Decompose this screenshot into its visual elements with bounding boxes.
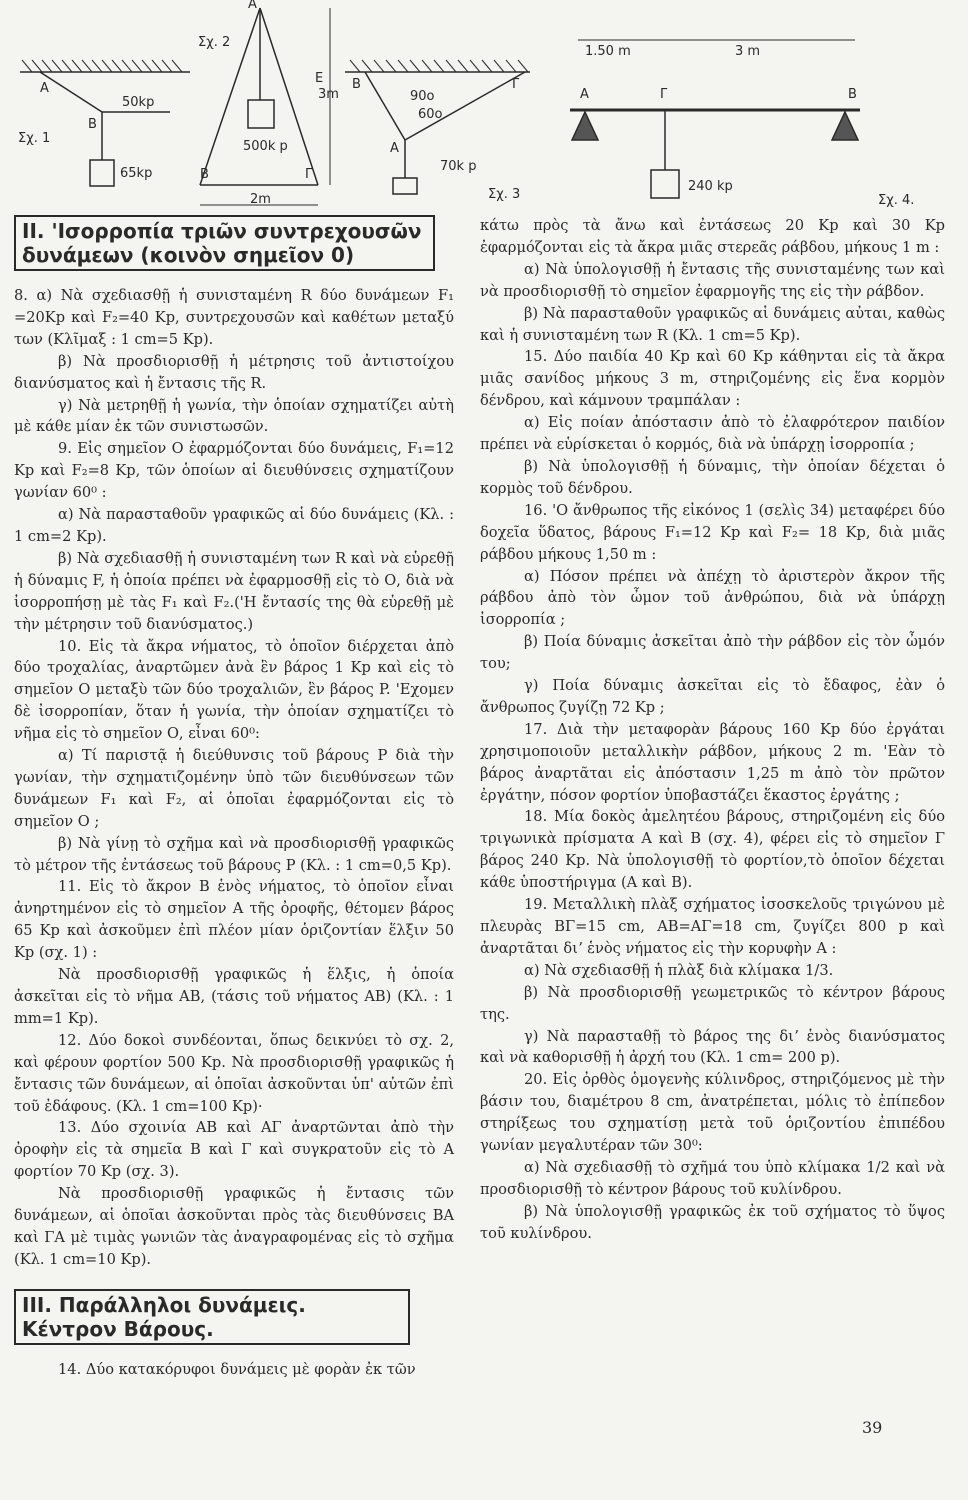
- fig3-label-b: B: [352, 77, 361, 92]
- paragraph: 14. Δύο κατακόρυφοι δυνάμεις μὲ φορὰν ἐκ τῶν: [58, 1360, 416, 1378]
- fig2-weight: 500k p: [243, 139, 288, 154]
- paragraph: 18. Μία δοκὸς ἀμελητέου βάρους, στηριζομένη εἰς δύο τριγωνικὰ πρίσματα Α καὶ Β (σχ. 4), φέρει εἰς τὸ σημεῖον Γ βάρος 240 Kp. Νὰ ὑπολογισθῇ τὸ φορτίον,τὸ ὁποῖον δέχεται κάθε ὑποστήριγμα (Α καὶ Β).: [480, 808, 945, 892]
- paragraph: 9. Εἰς σημεῖον Ο ἐφαρμόζονται δύο δυνάμεις, F₁=12 Kp καὶ F₂=8 Kp, τῶν ὁποίων αἱ διευθύνσεις σχηματίζουν γωνίαν 60⁰ :: [14, 440, 454, 502]
- fig3-weight: 70k p: [440, 159, 477, 174]
- page-number: 39: [862, 1418, 883, 1437]
- paragraph: 17. Διὰ τὴν μεταφορὰν βάρους 160 Kp δύο ἐργάται χρησιμοποιοῦν μεταλλικὴν ράβδον, μήκους 2 m. 'Εὰν τὸ βάρος ἀναρτᾶται εἰς ἀπόστασιν 1,25 m ἀπὸ τὸν πρῶτον ἐργάτην, πόσον φορτίον ὑποβαστάζει ἕκαστος ἐργάτης ;: [480, 720, 945, 804]
- paragraph: α) Εἰς ποίαν ἀπόστασιν ἀπὸ τὸ ἐλαφρότερον παιδίον πρέπει νὰ εὑρίσκεται ὁ κορμός, διὰ νὰ ὑπάρχῃ ἰσορροπία ;: [480, 414, 945, 454]
- paragraph: 15. Δύο παιδία 40 Kp καὶ 60 Kp κάθηνται εἰς τὰ ἄκρα μιᾶς σανίδος μήκους 3 m, στηριζομένης εἰς ἕνα κορμὸν δένδρου, καὶ κάμνουν τραμπάλαν :: [480, 348, 945, 410]
- paragraph: γ) Νὰ παρασταθῇ τὸ βάρος της διʼ ἑνὸς διανύσματος καὶ νὰ καθορισθῇ ἡ ἀρχή του (Κλ. 1 cm= 200 p).: [480, 1027, 945, 1067]
- paragraph: γ) Νὰ μετρηθῇ ἡ γωνία, τὴν ὁποίαν σχηματίζει αὐτὴ μὲ κάθε μίαν ἐκ τῶν συνιστωσῶν.: [14, 396, 454, 436]
- fig2-label-g: Γ: [305, 167, 313, 182]
- paragraph: 10. Εἰς τὰ ἄκρα νήματος, τὸ ὁποῖον διέρχεται ἀπὸ δύο τροχαλίας, ἀναρτῶμεν ἀνὰ ἓν βάρος 1 Kp καὶ εἰς τὸ σημεῖον Ο μεταξὺ τῶν δύο τροχαλιῶν, ἓν βάρος P. 'Εχομεν δὲ ἰσορροπίαν, ὅταν ἡ γωνία, τὴν ὁποίαν σχηματίζει τὸ νῆμα εἰς τὸ σημεῖον Ο, εἶναι 60⁰:: [14, 637, 454, 743]
- fig3-caption: Σχ. 3: [488, 187, 521, 202]
- fig1-caption: Σχ. 1: [18, 131, 51, 146]
- paragraph: β) Νὰ προσδιορισθῇ ἡ μέτρησις τοῦ ἀντιστοίχου διανύσματος καὶ ἡ ἔντασις τῆς R.: [14, 352, 454, 392]
- fig2-height: 3m: [318, 87, 339, 102]
- fig3-label-g: Γ: [512, 77, 520, 92]
- section-heading-ii: II. 'Ισορροπία τριῶν συντρεχουσῶν δυνάμεων (κοινὸν σημεῖον 0): [14, 215, 435, 271]
- fig2-width: 2m: [250, 192, 271, 207]
- right-column: [480, 215, 945, 1245]
- fig1-tension: 50kp: [122, 95, 155, 110]
- paragraph: α) Νὰ σχεδιασθῇ τὸ σχῆμά του ὑπὸ κλίμακα 1/2 καὶ νὰ προσδιορισθῇ τὸ κέντρον βάρους τοῦ κυλίνδρου.: [480, 1158, 945, 1198]
- paragraph: κάτω πρὸς τὰ ἄνω καὶ ἐντάσεως 20 Kp καὶ 30 Kp ἐφαρμόζονται εἰς τὰ ἄκρα μιᾶς στερεᾶς ράβδου, μήκους 1 m :: [480, 217, 945, 256]
- fig2-caption: Σχ. 2: [198, 35, 231, 50]
- fig4-label-a: A: [580, 87, 589, 102]
- fig4-caption: Σχ. 4.: [878, 193, 915, 208]
- paragraph: 12. Δύο δοκοὶ συνδέονται, ὅπως δεικνύει τὸ σχ. 2, καὶ φέρουν φορτίον 500 Kp. Νὰ προσδιορισθῇ γραφικῶς ἡ ἔντασις τῶν δυνάμεων, αἱ ὁποῖαι ἀσκοῦνται ὑπ' αὐτῶν ἐπὶ τοῦ ἐδάφους. (Κλ. 1 cm=100 Kp)·: [14, 1031, 454, 1115]
- paragraph: 20. Εἰς ὀρθὸς ὁμογενὴς κύλινδρος, στηριζόμενος μὲ τὴν βάσιν του, διαμέτρου 8 cm, ἀνατρέπεται, μόλις τὸ ἐπίπεδον στηρίξεως του σχηματίσῃ μετὰ τοῦ ὁριζοντίου ἐπιπέδου γωνίαν μεγαλυτέραν τῶν 30⁰:: [480, 1071, 945, 1155]
- fig4-label-g: Γ: [660, 87, 668, 102]
- fig3-angle2: 60o: [418, 107, 443, 122]
- paragraph: α) Τί παριστᾷ ἡ διεύθυνσις τοῦ βάρους P διὰ τὴν γωνίαν, τὴν σχηματιζομένην ὑπὸ τῶν διευθύνσεων τῶν δυνάμεων F₁ καὶ F₂, αἱ ὁποῖαι ἐφαρμόζονται εἰς τὸ σημεῖον Ο ;: [14, 747, 454, 830]
- fig2-label-e: E: [315, 71, 324, 86]
- fig3-angle1: 90o: [410, 89, 435, 104]
- paragraph: Νὰ προσδιορισθῇ γραφικῶς ἡ ἔντασις τῶν δυνάμεων, αἱ ὁποῖαι ἀσκοῦνται πρὸς τὰς διευθύνσεις ΒΑ καὶ ΓΑ μὲ τιμὰς γωνιῶν τὰς ἀναγραφομένας εἰς τὸ σχῆμα (Κλ. 1 cm=10 Kp).: [14, 1185, 454, 1268]
- fig1-label-a: A: [40, 81, 49, 96]
- paragraph: β) Νὰ γίνῃ τὸ σχῆμα καὶ νὰ προσδιορισθῇ γραφικῶς τὸ μέτρον τῆς ἐντάσεως τοῦ βάρους P (Κλ. : 1 cm=0,5 Kp).: [14, 834, 454, 874]
- paragraph: Νὰ προσδιορισθῇ γραφικῶς ἡ ἕλξις, ἡ ὁποία ἀσκεῖται εἰς τὸ νῆμα ΑΒ, (τάσις τοῦ νήματος ΑΒ) (Κλ. : 1 mm=1 Kp).: [14, 966, 454, 1027]
- paragraph: 16. 'Ο ἄνθρωπος τῆς εἰκόνος 1 (σελὶς 34) μεταφέρει δύο δοχεῖα ὕδατος, βάρους F₁=12 Kp καὶ F₂= 18 Kp, διὰ μιᾶς ράβδου μήκους 1,50 m :: [480, 501, 945, 563]
- paragraph: β) Νὰ σχεδιασθῇ ἡ συνισταμένη των R καὶ νὰ εὑρεθῇ ἡ δύναμις F, ἡ ὁποία πρέπει νὰ ἐφαρμοσθῇ εἰς τὸ Ο, διὰ νὰ ἰσορροπήσῃ μὲ τὰς F₁ καὶ F₂.('Η ἔντασίς της θὰ εὑρεθῇ μὲ τὴν μέτρησιν τοῦ διανύσματος.): [14, 549, 454, 633]
- fig2-label-b: B: [200, 167, 209, 182]
- figures-strip: [0, 0, 968, 215]
- paragraph: 8. α) Νὰ σχεδιασθῇ ἡ συνισταμένη R δύο δυνάμεων F₁ =20Kp καὶ F₂=40 Kp, συντρεχουσῶν καὶ καθέτων μεταξύ των (Κλῖμαξ : 1 cm=5 Kp).: [14, 287, 454, 348]
- fig4-weight: 240 kp: [688, 179, 733, 194]
- paragraph: β) Ποία δύναμις ἀσκεῖται ἀπὸ τὴν ράβδον εἰς τὸν ὦμόν του;: [480, 633, 945, 673]
- paragraph: α) Πόσον πρέπει νὰ ἀπέχῃ τὸ ἀριστερὸν ἄκρον τῆς ράβδου ἀπὸ τὸν ὦμον τοῦ ἀνθρώπου, διὰ νὰ ὑπάρχῃ ἰσορροπία ;: [480, 567, 945, 629]
- paragraph: α) Νὰ ὑπολογισθῇ ἡ ἔντασις τῆς συνισταμένης των καὶ νὰ προσδιορισθῇ τὸ σημεῖον ἐφαρμογῆς της εἰς τὴν ράβδον.: [480, 260, 945, 300]
- paragraph: β) Νὰ προσδιορισθῇ γεωμετρικῶς τὸ κέντρον βάρους της.: [480, 983, 945, 1023]
- paragraph: α) Νὰ παρασταθοῦν γραφικῶς αἱ δύο δυνάμεις (Κλ. : 1 cm=2 Kp).: [14, 506, 454, 545]
- paragraph: β) Νὰ ὑπολογισθῇ γραφικῶς ἐκ τοῦ σχήματος τὸ ὕψος τοῦ κυλίνδρου.: [480, 1202, 945, 1242]
- paragraph: β) Νὰ ὑπολογισθῇ ἡ δύναμις, τὴν ὁποίαν δέχεται ὁ κορμὸς τοῦ δένδρου.: [480, 457, 945, 497]
- paragraph: α) Νὰ σχεδιασθῇ ἡ πλὰξ διὰ κλίμακα 1/3.: [524, 961, 834, 979]
- fig1-weight: 65kp: [120, 166, 153, 181]
- left-column: [14, 215, 454, 1381]
- paragraph: β) Νὰ παρασταθοῦν γραφικῶς αἱ δυνάμεις αὐται, καθὼς καὶ ἡ συνισταμένη των R (Κλ. 1 cm=5 Kp).: [480, 304, 945, 344]
- paragraph: 19. Μεταλλικὴ πλὰξ σχήματος ἰσοσκελοῦς τριγώνου μὲ πλευρὰς ΒΓ=15 cm, ΑΒ=ΑΓ=18 cm, ζυγίζει 800 p καὶ ἀναρτᾶται διʼ ἑνὸς νήματος εἰς τὴν κορυφὴν Α :: [480, 896, 945, 957]
- paragraph: 13. Δύο σχοινία ΑΒ καὶ ΑΓ ἀναρτῶνται ἀπὸ τὴν ὀροφὴν εἰς τὰ σημεῖα Β καὶ Γ καὶ συγκρατοῦν εἰς τὸ Α φορτίον 70 Kp (σχ. 3).: [14, 1119, 454, 1181]
- fig4-label-b: B: [848, 87, 857, 102]
- fig4-dist1: 1.50 m: [585, 44, 631, 59]
- section-heading-iii: III. Παράλληλοι δυνάμεις. Κέντρον Βάρους.: [14, 1289, 410, 1345]
- fig1-label-b: B: [88, 117, 97, 132]
- fig2-label-a: A: [248, 0, 257, 12]
- figures-drawing: [0, 0, 968, 215]
- fig3-label-a: A: [390, 141, 399, 156]
- fig4-dist2: 3 m: [735, 44, 761, 59]
- paragraph: 11. Εἰς τὸ ἄκρον Β ἑνὸς νήματος, τὸ ὁποῖον εἶναι ἀνηρτημένον εἰς τὸ σημεῖον Α τῆς ὀροφῆς, θέτομεν βάρος 65 Kp καὶ ἀσκοῦμεν ἐπὶ πλέον μίαν ὁριζοντίαν ἕλξιν 50 Kp (σχ. 1) :: [14, 878, 454, 962]
- paragraph: γ) Ποία δύναμις ἀσκεῖται εἰς τὸ ἔδαφος, ἐὰν ὁ ἄνθρωπος ζυγίζῃ 72 Kp ;: [480, 677, 945, 716]
